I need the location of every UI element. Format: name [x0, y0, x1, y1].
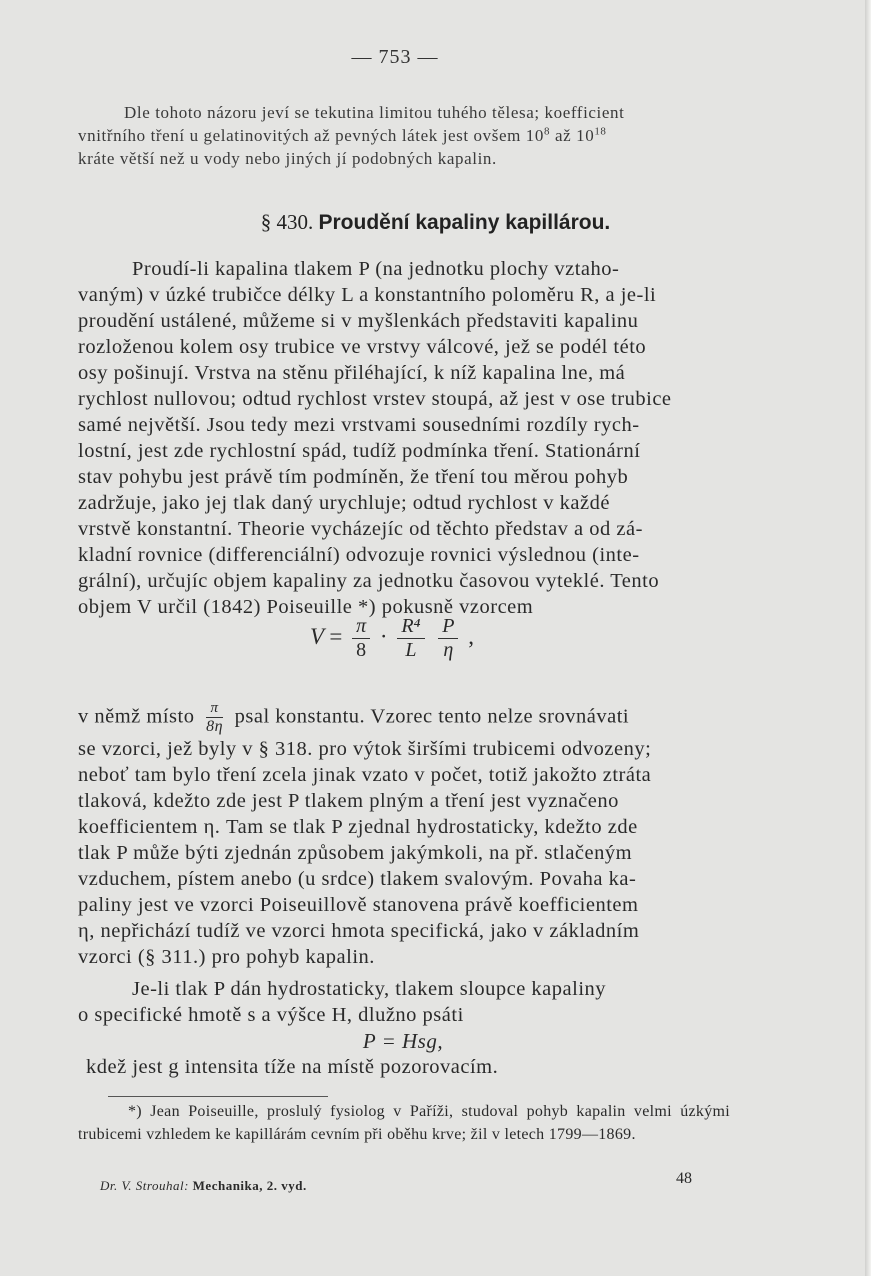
- poiseuille-formula: [310, 615, 474, 685]
- intro-line: vnitřního tření u gelatinovitých až pevných látek jest ovšem $10^8$ až $10^{18}$: [78, 125, 607, 145]
- text-line: vrstvě konstantní. Theorie vycházejíc od těchto představ a od zá-: [78, 518, 643, 540]
- footnote: *) Jean Poiseuille, proslulý fysiolog v Paříži, studoval pohyb kapalin velmi úzkými trubicemi vzhledem ke kapillárám cevním při oběhu krve; žil v letech 1799—1869.: [78, 1103, 730, 1143]
- text-line: stav pohybu jest právě tím podmíněn, že tření tou měrou pohyb: [78, 466, 629, 488]
- text-line: objem V určil (1842) Poiseuille *) pokusně vzorcem: [78, 596, 534, 618]
- inline-fraction-pi-8eta: $\frac{\pi}{8\eta}$: [206, 700, 224, 735]
- text-line: paliny jest ve vzorci Poiseuillově stanovena právě koefficientem: [78, 894, 639, 916]
- footnote-divider: [108, 1096, 328, 1097]
- formula-equals: =: [329, 623, 343, 649]
- text-line: tlaková, kdežto zde jest P tlakem plným a tření jest vyznačeno: [78, 790, 619, 812]
- text-line: kladní rovnice (differenciální) odvozuje rovnici výslednou (inte-: [78, 544, 640, 566]
- paragraph-1: [78, 256, 728, 620]
- formula-comma: ,: [468, 623, 474, 649]
- section-heading: [0, 210, 871, 235]
- section-number: § 430.: [260, 210, 314, 234]
- text-line: rozloženou kolem osy trubice ve vrstvy válcové, jež se podél této: [78, 336, 647, 358]
- text-line: rychlost nullovou; odtud rychlost vrstev stoupá, až jest v ose trubice: [78, 388, 672, 410]
- sheet-number: 48: [676, 1170, 692, 1187]
- text-line: v němž místo $\frac{\pi}{8\eta}$ psal konstantu. Vzorec tento nelze srovnávati: [78, 700, 630, 735]
- intro-line: kráte větší než u vody nebo jiných jí podobných kapalin.: [78, 149, 497, 168]
- formula-fraction-pi-8: $\frac{\pi}{8}$: [352, 615, 370, 662]
- text-line: koefficientem η. Tam se tlak P zjednal hydrostaticky, kdežto zde: [78, 816, 638, 838]
- text-line: vaným) v úzké trubičce délky L a konstantního poloměru R, a je-li: [78, 284, 657, 306]
- text-line: samé největší. Jsou tedy mezi vrstvami sousedními rozdíly rych-: [78, 414, 640, 436]
- formula-dot: ·: [379, 623, 388, 649]
- text-line: proudění ustálené, můžeme si v myšlenkách představiti kapalinu: [78, 310, 639, 332]
- paragraph-3: [78, 976, 728, 1080]
- text-line: tlak P může býti zjednán způsobem jakýmkoli, na př. stlačeným: [78, 842, 633, 864]
- text-line: kdež jest g intensita tíže na místě pozorovacím.: [86, 1056, 499, 1078]
- page-edge: [865, 0, 871, 1276]
- text-line: Je-li tlak P dán hydrostaticky, tlakem sloupce kapaliny: [132, 978, 607, 1000]
- formula-lhs: V: [310, 623, 324, 649]
- text-line: vzorci (§ 311.) pro pohyb kapalin.: [78, 946, 375, 968]
- page-number: — 753 —: [351, 46, 439, 68]
- section-title: Proudění kapaliny kapillárou.: [318, 211, 611, 234]
- paragraph-2: [78, 700, 728, 970]
- book-signature: Dr. V. Strouhal: Mechanika, 2. vyd.: [100, 1178, 307, 1193]
- text-line: lostní, jest zde rychlostní spád, tudíž podmínka tření. Stationární: [78, 440, 641, 462]
- text-line: Proudí-li kapalina tlakem P (na jednotku plochy vztaho-: [132, 258, 620, 280]
- text-line: vzduchem, pístem anebo (u srdce) tlakem svalovým. Povaha ka-: [78, 868, 637, 890]
- formula-fraction-r4-l: $\frac{\text{R⁴}}{L}$: [397, 615, 424, 662]
- hydrostatic-formula: P = Hsg,: [362, 1029, 444, 1053]
- text-line: o specifické hmotě s a výšce H, dlužno psáti: [78, 1004, 464, 1026]
- text-line: neboť tam bylo tření zcela jinak vzato v počet, totiž jakožto ztráta: [78, 764, 652, 786]
- text-line: osy pošinují. Vrstva na stěnu přiléhající, k níž kapalina lne, má: [78, 362, 626, 384]
- intro-line: Dle tohoto názoru jeví se tekutina limitou tuhého tělesa; koefficient: [124, 103, 625, 122]
- text-line: η, nepřichází tudíž ve vzorci hmota specifická, jako v základním: [78, 920, 640, 942]
- text-line: grální), určujíc objem kapaliny za jednotku časovou vyteklé. Tento: [78, 570, 660, 592]
- text-line: se vzorci, jež byly v § 318. pro výtok širšími trubicemi odvozeny;: [78, 738, 652, 760]
- formula-fraction-p-eta: $\frac{P}{\eta}$: [438, 615, 458, 662]
- text-line: zadržuje, jako jej tlak daný urychluje; odtud rychlost v každé: [78, 492, 610, 514]
- intro-paragraph: [78, 101, 728, 170]
